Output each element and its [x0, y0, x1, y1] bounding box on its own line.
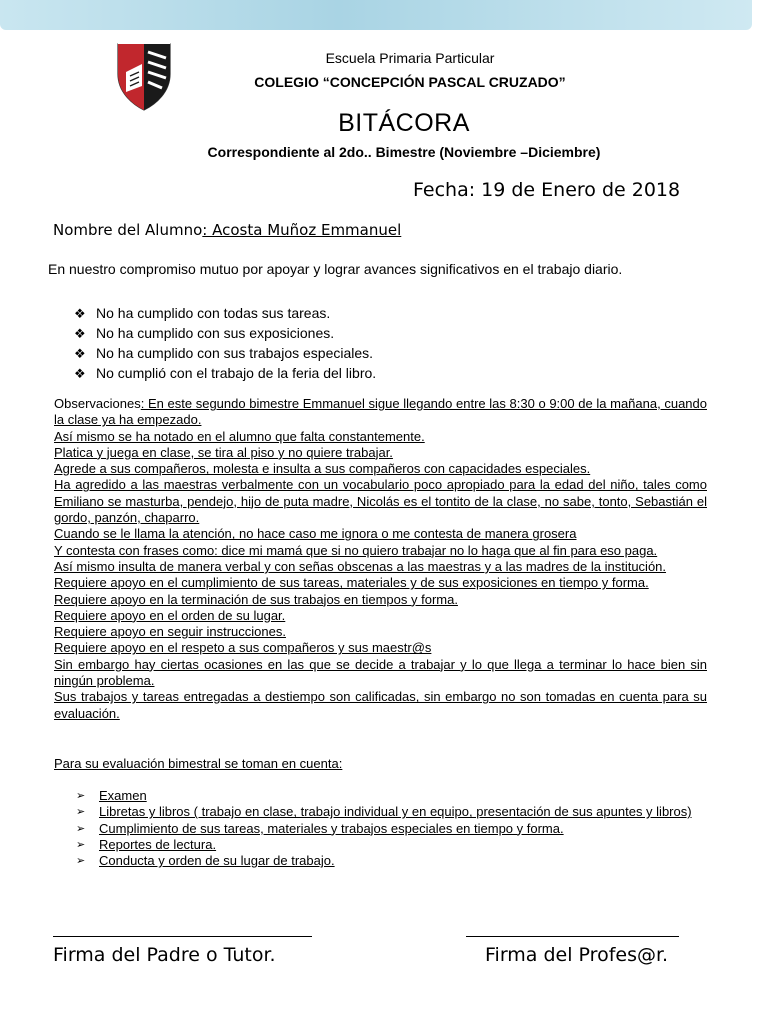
list-item: ➢ Conducta y orden de su lugar de trabajo. — [76, 853, 335, 869]
parent-signature-label: Firma del Padre o Tutor. — [53, 944, 276, 966]
observation-line: Platica y juega en clase, se tira al piso y no quiere trabajar. — [54, 444, 393, 460]
observation-line: Requiere apoyo en seguir instrucciones. — [54, 624, 286, 640]
pending-tasks-list — [74, 303, 376, 383]
observation-line: Requiere apoyo en la terminación de sus trabajos en tiempos y forma. — [54, 591, 458, 607]
page-subtitle: Correspondiente al 2do.. Bimestre (Noviembre –Diciembre) — [207, 144, 601, 160]
list-item: ❖ No ha cumplido con sus trabajos especiales. — [74, 343, 376, 363]
student-name-line — [53, 221, 401, 239]
date-line: Fecha: 19 de Enero de 2018 — [413, 179, 681, 201]
diamond-bullet-icon: ❖ — [74, 366, 86, 381]
observation-line: Así mismo insulta de manera verbal y con señas obscenas a las maestras y a las madres de la institución. — [54, 558, 667, 574]
observation-line: Requiere apoyo en el orden de su lugar. — [54, 607, 286, 623]
observation-line: Agrede a sus compañeros, molesta e insulta a sus compañeros con capacidades especiales. — [54, 461, 591, 477]
observation-line: Ha agredido a las maestras verbalmente con un vocabulario poco apropiado para la edad del niño, tales como Emiliano se masturba, pendejo, hijo de puta madre, Nicolás es el tontito de la clase, no sabe, tonto, Sebastián el gordo, panzón, chaparro. — [54, 477, 707, 526]
observation-line: Observaciones: En este segundo bimestre Emmanuel sigue llegando entre las 8:30 o 9:00 de la mañana, cuando la clase ya ha empezado. — [54, 396, 707, 428]
school-name: COLEGIO “CONCEPCIÓN PASCAL CRUZADO” — [254, 74, 566, 90]
arrow-bullet-icon: ➢ — [76, 822, 86, 835]
student-name-value: : Acosta Muñoz Emmanuel — [202, 221, 402, 239]
school-type: Escuela Primaria Particular — [325, 50, 495, 66]
arrow-bullet-icon: ➢ — [76, 806, 86, 819]
observation-line: Requiere apoyo en el cumplimiento de sus tareas, materiales y de sus exposiciones en tiempo y forma. — [54, 575, 649, 591]
list-item: ➢ Examen — [76, 788, 147, 803]
top-banner — [0, 0, 752, 30]
page-title: BITÁCORA — [338, 109, 470, 137]
observation-line: Así mismo se ha notado en el alumno que falta constantemente. — [54, 428, 425, 444]
list-item: ➢ Libretas y libros ( trabajo en clase, trabajo individual y en equipo, presentación de sus apuntes y libros) — [76, 804, 692, 820]
list-item: ❖ No ha cumplido con sus exposiciones. — [74, 323, 376, 343]
diamond-bullet-icon: ❖ — [74, 326, 86, 341]
intro-paragraph: En nuestro compromiso mutuo por apoyar y lograr avances significativos en el trabajo diario. — [48, 261, 623, 277]
arrow-bullet-icon: ➢ — [76, 855, 86, 868]
observations-label: Observaciones — [54, 396, 141, 411]
evaluation-criteria-list — [76, 788, 707, 869]
list-item: ❖ No ha cumplido con todas sus tareas. — [74, 303, 376, 323]
observation-line: Y contesta con frases como: dice mi mamá que si no quiero trabajar no lo haga que al fin para eso paga. — [54, 542, 658, 558]
observation-line: Cuando se le llama la atención, no hace caso me ignora o me contesta de manera grosera — [54, 526, 577, 542]
observation-line: Sin embargo hay ciertas ocasiones en las que se decide a trabajar y lo que llega a terminar lo hace bien sin ningún problema. — [54, 656, 707, 689]
evaluation-title: Para su evaluación bimestral se toman en cuenta: — [54, 756, 343, 771]
teacher-signature-line — [466, 936, 679, 937]
parent-signature-line — [53, 936, 312, 937]
diamond-bullet-icon: ❖ — [74, 306, 86, 321]
list-item: ➢ Reportes de lectura. — [76, 836, 217, 852]
observation-line: Sus trabajos y tareas entregadas a destiempo son calificadas, sin embargo no son tomadas en cuenta para su evaluación. — [54, 689, 707, 721]
arrow-bullet-icon: ➢ — [76, 838, 86, 851]
diamond-bullet-icon: ❖ — [74, 346, 86, 361]
student-name-label: Nombre del Alumno — [53, 221, 203, 239]
observation-line: Requiere apoyo en el respeto a sus compañeros y sus maestr@s — [54, 640, 432, 656]
teacher-signature-label: Firma del Profes@r. — [485, 944, 669, 966]
arrow-bullet-icon: ➢ — [76, 790, 86, 802]
school-crest-logo — [112, 34, 176, 112]
list-item: ❖ No cumplió con el trabajo de la feria del libro. — [74, 363, 376, 383]
list-item: ➢ Cumplimiento de sus tareas, materiales y trabajos especiales en tiempo y forma. — [76, 820, 564, 836]
observations-section — [54, 396, 707, 722]
